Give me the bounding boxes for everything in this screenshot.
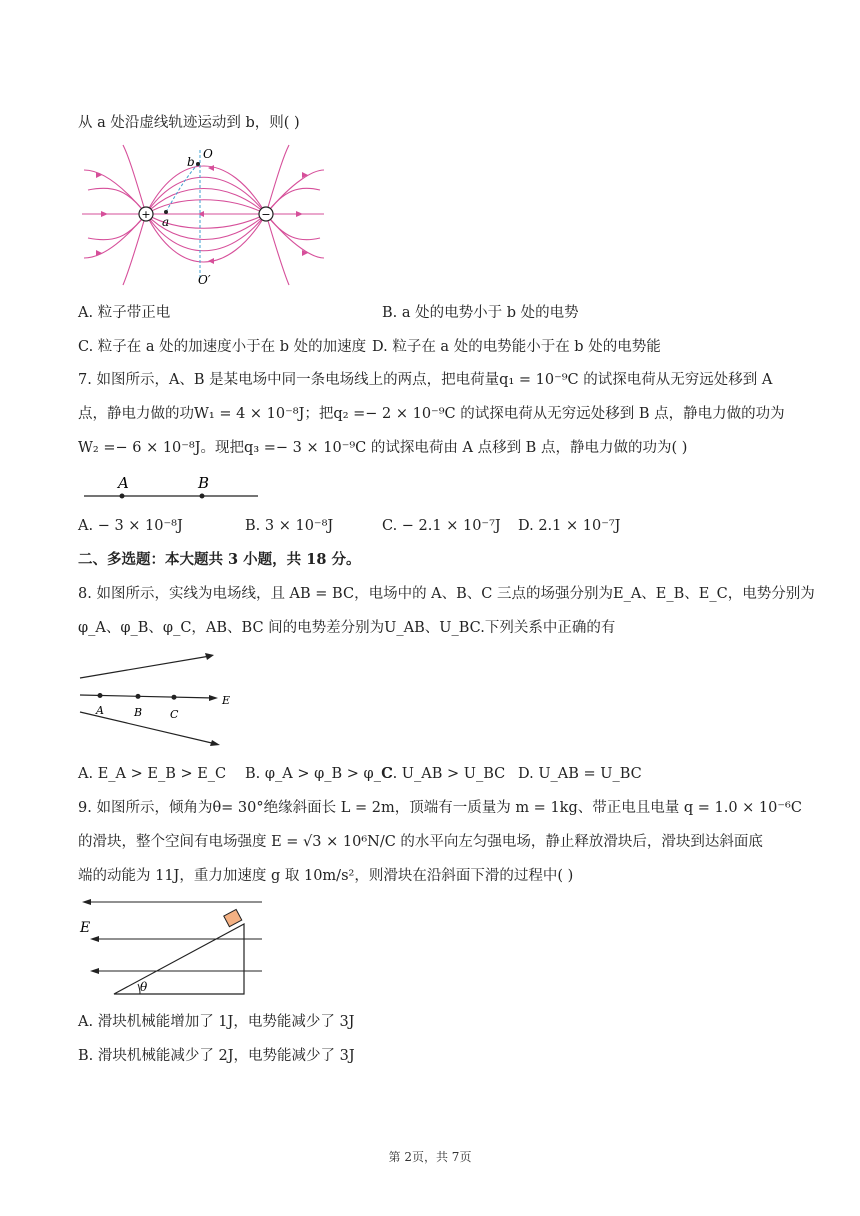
q6-option-a[interactable]: A. 粒子带正电 <box>78 305 171 321</box>
label-theta: θ <box>140 980 148 994</box>
q9-incline-figure <box>78 896 268 1000</box>
plus-charge-label: + <box>141 208 151 221</box>
q8-option-d[interactable]: D. U_AB = U_BC <box>518 766 642 782</box>
q8-field-lines-figure <box>78 650 238 750</box>
section-heading: 二、多选题：本大题共 3 小题，共 18 分。 <box>78 551 361 568</box>
label-E: E <box>222 694 231 707</box>
label-B: B <box>198 474 210 492</box>
q9-line1: 9. 如图所示，倾角为θ= 30°绝缘斜面长 L = 2m，顶端有一质量为 m = 1kg、带正电且电量 q = 1.0 × 10⁻⁶C <box>78 800 802 816</box>
q9-line2: 的滑块，整个空间有电场强度 E = √3 × 10⁶N/C 的水平向左匀强电场，静止释放滑块后，滑块到达斜面底 <box>78 834 763 850</box>
minus-charge-label: − <box>261 208 271 221</box>
label-a: a <box>162 215 170 229</box>
q8-option-c[interactable]: C. U_AB > U_BC <box>382 766 506 782</box>
q8-option-b[interactable]: B. φ_A > φ_B > φ_C <box>245 766 393 782</box>
label-O-prime: O′ <box>198 273 211 287</box>
q7-option-c[interactable]: C. − 2.1 × 10⁻⁷J <box>382 518 501 534</box>
label-O: O <box>203 147 213 161</box>
q9-line3: 端的动能为 11J，重力加速度 g 取 10m/s²，则滑块在沿斜面下滑的过程中( ) <box>78 868 574 884</box>
q8-line1: 8. 如图所示，实线为电场线，且 AB = BC，电场中的 A、B、C 三点的场强分别为E_A、E_B、E_C，电势分别为 <box>78 586 815 602</box>
q7-option-b[interactable]: B. 3 × 10⁻⁸J <box>245 518 334 534</box>
q7-line1: 7. 如图所示，A、B 是某电场中同一条电场线上的两点，把电荷量q₁ = 10⁻⁹C 的试探电荷从无穷远处移到 A <box>78 372 773 388</box>
q6-option-d[interactable]: D. 粒子在 a 处的电势能小于在 b 处的电势能 <box>372 339 661 355</box>
label-C: C <box>170 708 179 721</box>
q7-option-a[interactable]: A. − 3 × 10⁻⁸J <box>78 518 183 534</box>
q7-line3: W₂ =− 6 × 10⁻⁸J。现把q₃ =− 3 × 10⁻⁹C 的试探电荷由 A 点移到 B 点，静电力做的功为( ) <box>78 440 688 456</box>
label-b: b <box>187 155 195 169</box>
q8-line2: φ_A、φ_B、φ_C，AB、BC 间的电势差分别为U_AB、U_BC.下列关系中正确的有 <box>78 620 616 636</box>
q9-option-a[interactable]: A. 滑块机械能增加了 1J，电势能减少了 3J <box>78 1014 355 1030</box>
q6-dipole-figure <box>78 140 328 290</box>
q6-stem-tail: 从 a 处沿虚线轨迹运动到 b，则( ) <box>78 115 300 131</box>
q6-option-b[interactable]: B. a 处的电势小于 b 处的电势 <box>382 305 579 321</box>
q8-option-a[interactable]: A. E_A > E_B > E_C <box>78 766 227 782</box>
label-A: A <box>96 704 104 717</box>
q6-option-c[interactable]: C. 粒子在 a 处的加速度小于在 b 处的加速度 <box>78 339 367 355</box>
q7-option-d[interactable]: D. 2.1 × 10⁻⁷J <box>518 518 621 534</box>
q7-field-line-figure <box>82 474 262 502</box>
page-footer: 第 2页，共 7页 <box>388 1150 472 1164</box>
label-E: E <box>80 920 91 936</box>
label-B: B <box>134 706 143 719</box>
q7-line2: 点，静电力做的功W₁ = 4 × 10⁻⁸J；把q₂ =− 2 × 10⁻⁹C 的试探电荷从无穷远处移到 B 点，静电力做的功为 <box>78 406 785 422</box>
label-A: A <box>118 474 129 492</box>
q9-option-b[interactable]: B. 滑块机械能减少了 2J，电势能减少了 3J <box>78 1048 355 1064</box>
